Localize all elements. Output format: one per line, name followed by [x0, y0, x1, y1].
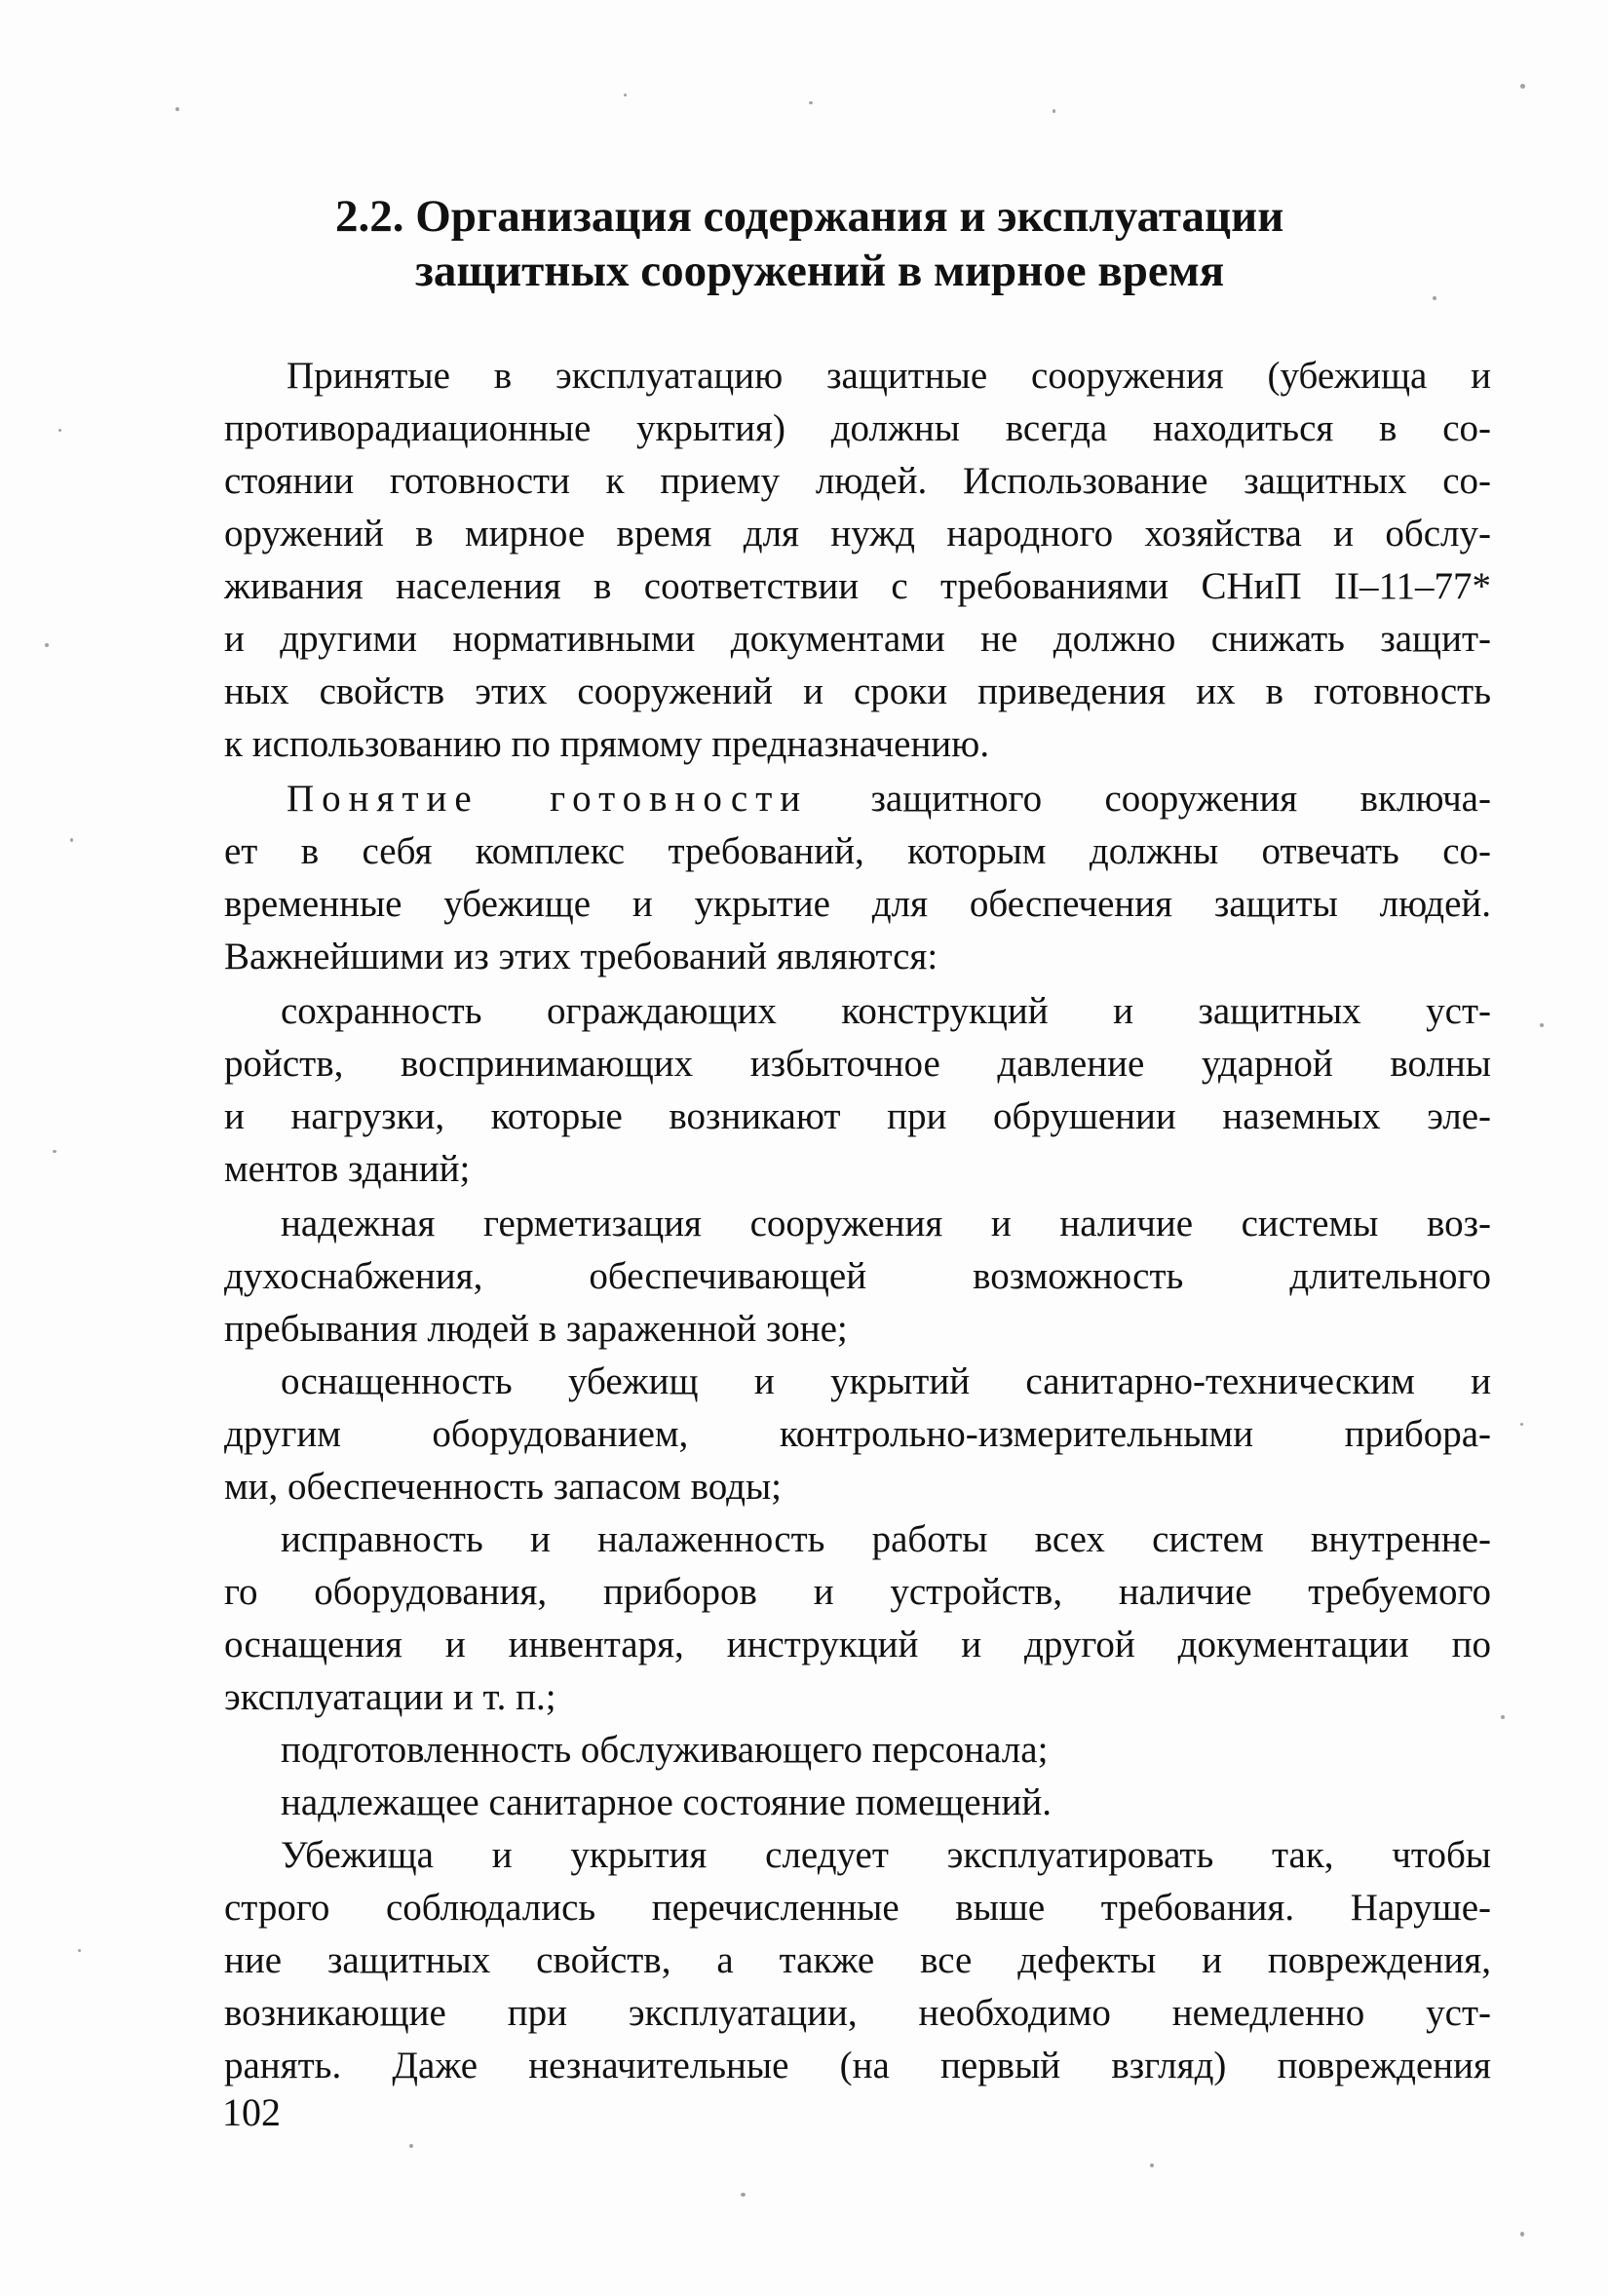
scan-speck — [1520, 1423, 1523, 1426]
paragraph-4-line-3: пребывания людей в зараженной зоне; — [224, 1308, 848, 1350]
page-number: 102 — [222, 2090, 281, 2134]
scan-speck — [809, 101, 813, 104]
paragraph-1-line-2: противорадиационные укрытия) должны всегда находиться в со- — [224, 407, 1491, 449]
paragraph-1-line-8: к использованию по прямому предназначению. — [224, 723, 990, 765]
paragraph-3-line-3: и нагрузки, которые возникают при обрушении наземных эле- — [224, 1095, 1491, 1137]
paragraph-1-line-6: и другими нормативными документами не должно снижать защит- — [224, 618, 1491, 660]
paragraph-5-line-3: ми, обеспеченность запасом воды; — [224, 1466, 782, 1508]
paragraph-1-line-4: оружений в мирное время для нужд народного хозяйства и обслу- — [224, 513, 1491, 555]
paragraph-3-line-2: ройств, воспринимающих избыточное давление ударной волны — [224, 1043, 1491, 1085]
scan-speck — [175, 107, 179, 111]
paragraph-7-line-1: подготовленность обслуживающего персонала; — [281, 1729, 1049, 1771]
paragraph-5-line-1: оснащенность убежищ и укрытий санитарно-техническим и — [281, 1360, 1491, 1402]
scan-speck — [409, 2144, 413, 2148]
paragraph-9-line-5: ранять. Даже незначительные (на первый взгляд) повреждения — [224, 2045, 1491, 2086]
paragraph-6-line-1: исправность и налаженность работы всех систем внутренне- — [281, 1518, 1491, 1560]
paragraph-3-line-4: ментов зданий; — [224, 1148, 471, 1190]
scan-speck — [45, 643, 49, 647]
section-heading-line-2: защитных сооружений в мирное время — [415, 246, 1225, 296]
paragraph-9-line-2: строго соблюдались перечисленные выше требования. Наруше- — [224, 1887, 1491, 1929]
paragraph-2-line-1-rest: защитного сооружения включа- — [808, 778, 1491, 820]
paragraph-9-line-4: возникающие при эксплуатации, необходимо немедленно уст- — [224, 1992, 1491, 2034]
paragraph-2-line-2: ет в себя комплекс требований, которым должны отвечать со- — [224, 830, 1491, 872]
paragraph-1-line-1: Принятые в эксплуатацию защитные сооружения (убежища и — [287, 355, 1491, 397]
paragraph-2-line-1 — [287, 778, 1491, 821]
paragraph-6-line-3: оснащения и инвентаря, инструкций и другой документации по — [224, 1624, 1491, 1665]
paragraph-4-line-1: надежная герметизация сооружения и наличие системы воз- — [281, 1203, 1491, 1244]
scan-speck — [741, 2193, 746, 2197]
paragraph-1-line-7: ных свойств этих сооружений и сроки приведения их в готовность — [224, 670, 1491, 712]
paragraph-1-line-3: стоянии готовности к приему людей. Использование защитных со- — [224, 460, 1491, 502]
paragraph-6-line-4: эксплуатации и т. п.; — [224, 1676, 556, 1718]
paragraph-4-line-2: духоснабжения, обеспечивающей возможность длительного — [224, 1255, 1491, 1297]
scan-speck — [1501, 1715, 1505, 1719]
paragraph-9-line-1: Убежища и укрытия следует эксплуатировать так, чтобы — [281, 1834, 1491, 1876]
paragraph-3-line-1: сохранность ограждающих конструкций и защитных уст- — [281, 990, 1491, 1032]
scan-speck — [58, 429, 61, 432]
scan-speck — [53, 1150, 57, 1153]
paragraph-5-line-2: другим оборудованием, контрольно-измерительными прибора- — [224, 1413, 1491, 1455]
paragraph-9-line-3: ние защитных свойств, а также все дефекты и повреждения, — [224, 1939, 1491, 1981]
paragraph-2-line-3: временные убежище и укрытие для обеспечения защиты людей. — [224, 883, 1491, 925]
spaced-term: Понятие готовности — [287, 778, 809, 820]
paragraph-1-line-5: живания населения в соответствии с требованиями СНиП II–11–77* — [224, 565, 1491, 607]
scan-speck — [78, 1949, 81, 1952]
paragraph-6-line-2: го оборудования, приборов и устройств, наличие требуемого — [224, 1571, 1491, 1613]
paragraph-8-line-1: надлежащее санитарное состояние помещений. — [281, 1781, 1052, 1823]
scan-speck — [1520, 84, 1525, 89]
scan-speck — [1433, 296, 1436, 300]
scan-speck — [1520, 2232, 1524, 2237]
paragraph-2-line-4: Важнейшими из этих требований являются: — [224, 936, 938, 977]
scan-speck — [624, 94, 627, 96]
scan-speck — [1150, 2163, 1154, 2167]
scan-speck — [70, 838, 73, 842]
scan-speck — [1540, 1023, 1544, 1027]
scan-speck — [1053, 109, 1055, 113]
section-heading-line-1: 2.2. Организация содержания и эксплуатации — [335, 191, 1284, 242]
